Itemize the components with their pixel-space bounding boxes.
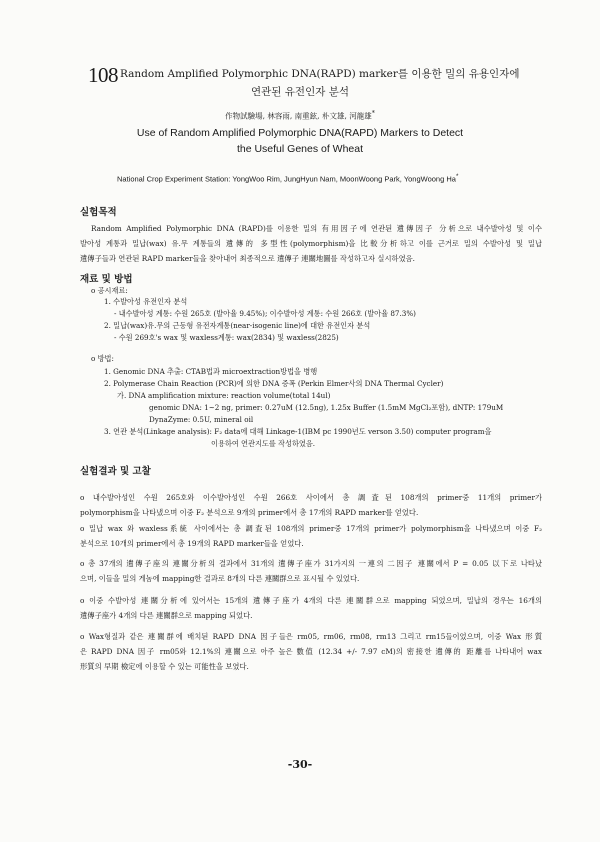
result-2-line-1: o 밀납 wax 와 waxless系統 사이에서는 총 調査된 108개의 primer중 17개의 primer가 polymorphism을 나타냈으며 이중 F₂	[80, 524, 542, 533]
method-line: 1. 수발아성 유전인자 분석	[104, 297, 188, 306]
english-title-line-2: the Useful Genes of Wheat	[236, 143, 364, 155]
objective-line-1: Random Amplified Polymorphic DNA (RAPD)를 이용한 밀의 有用因子에 연관된 遺傳因子 分析으로 내수발아성 및 이수	[91, 224, 542, 233]
objective-line-3: 遺傳子들과 연관된 RAPD marker들을 찾아내어 최종적으로 遺傳子 連關地圖를 작성하고자 실시하였음.	[80, 254, 415, 263]
method-line: o 방법:	[91, 354, 114, 363]
result-3-line-1: o 총 37개의 遺傳子座의 連關分析의 결과에서 31개의 遺傳子座가 31가지의 一連의 二因子 連關에서 P = 0.05 以下로 나타났	[80, 559, 542, 568]
method-line: 가. DNA amplification mixture: reaction volume(total 14ul)	[117, 391, 331, 400]
method-line: - 내수발아성 계통: 수원 265호 (발아율 9.45%); 이수발아성 계통: 수원 266호 (발아율 87.3%)	[114, 309, 416, 318]
result-5-line-2: 은 RAPD DNA 因子 rm05와 12.1%의 連關으로 아주 높은 數值 (12.34 +/- 7.97 cM)의 密接한 遺傳的 距離를 나타내어 wax	[80, 647, 542, 656]
result-2-line-2: 분석으로 10개의 primer에서 총 19개의 RAPD marker들을 얻었다.	[80, 539, 304, 548]
method-line: - 수원 269호's wax 및 waxless계통: wax(2834) 및 waxless(2825)	[114, 333, 339, 342]
method-line: DynaZyme: 0.5U, mineral oil	[149, 415, 254, 424]
result-1-line-2: polymorphism을 나타냈으며 이중 F₂ 분석으로 9개의 primer에서 총 17개의 RAPD marker를 얻었다.	[80, 508, 419, 517]
page-number: -30-	[287, 758, 313, 771]
objective-line-2: 발아성 계통과 밀납(wax) 유.무 계통들의 遺傳的 多型性(polymorphism)을 比較分析하고 이를 근거로 밀의 수발아성 및 밀납	[80, 239, 542, 248]
result-1-line-1: o 내수발아성인 수원 265호와 이수발아성인 수원 266호 사이에서 총 調査된 108개의 primer중 11개의 primer가	[80, 493, 542, 502]
affiliation: National Crop Experiment Station: YongWoo Rim, JungHyun Nam, MoonWoong Park, YongWoong Ha*	[117, 173, 459, 184]
result-5-line-3: 形質의 早期 檢定에 이용할 수 있는 可能性을 보였다.	[80, 662, 249, 671]
method-line: 3. 연관 분석(Linkage analysis): F₂ data에 대해 Linkage-1(IBM pc 1990년도 verson 3.50) computer program을	[104, 427, 492, 436]
method-line: 2. 밀납(wax)유.무의 근동형 유전자계통(near-isogenic line)에 대한 유전인자 분석	[104, 321, 371, 330]
korean-title-line-2: 연관된 유전인자 분석	[251, 86, 349, 98]
english-title-line-1: Use of Random Amplified Polymorphic DNA(RAPD) Markers to Detect	[136, 127, 464, 139]
method-line: genomic DNA: 1~2 ng, primer: 0.27uM (12.5ng), 1.25x Buffer (1.5mM MgCl₂포함), dNTP: 179uM	[149, 403, 504, 412]
paper-number: 108	[88, 63, 118, 87]
method-line: 1. Genomic DNA 추출: CTAB법과 microextraction방법을 병행	[104, 367, 318, 376]
korean-title-line-1: Random Amplified Polymorphic DNA(RAPD) marker를 이용한 밀의 유용인자에	[120, 68, 520, 80]
method-line: 2. Polymerase Chain Reaction (PCR)에 의한 DNA 증폭 (Perkin Elmer사의 DNA Thermal Cycler)	[104, 379, 444, 388]
result-3-line-2: 으며, 이들을 밀의 게놈에 mapping한 결과로 8개의 다른 連關群으로 표시될 수 있었다.	[80, 574, 360, 583]
section-heading-results: 실험결과 및 고찰	[80, 466, 151, 477]
result-5-line-1: o Wax형질과 같은 連關群에 배치된 RAPD DNA 因子들은 rm05, rm06, rm08, rm13 그리고 rm15들이었으며, 이중 Wax 形質	[80, 632, 542, 641]
result-4-line-1: o 이중 수발아성 連關分析에 있어서는 15개의 遺傳子座가 4개의 다른 連關群으로 mapping 되었으며, 밀납의 경우는 16개의	[80, 596, 542, 605]
section-heading-objective: 실험목적	[80, 207, 117, 218]
method-line: 이용하여 연관지도를 작성하였음.	[211, 439, 316, 448]
method-line: o 공시재료:	[91, 286, 128, 295]
korean-authors: 作物試驗場, 林容雨, 南重鉉, 朴文雄, 河龍雄*	[225, 110, 375, 121]
section-heading-methods: 재료 및 방법	[80, 274, 133, 285]
result-4-line-2: 遺傳子座가 4개의 다른 連關群으로 mapping 되었다.	[80, 611, 253, 620]
